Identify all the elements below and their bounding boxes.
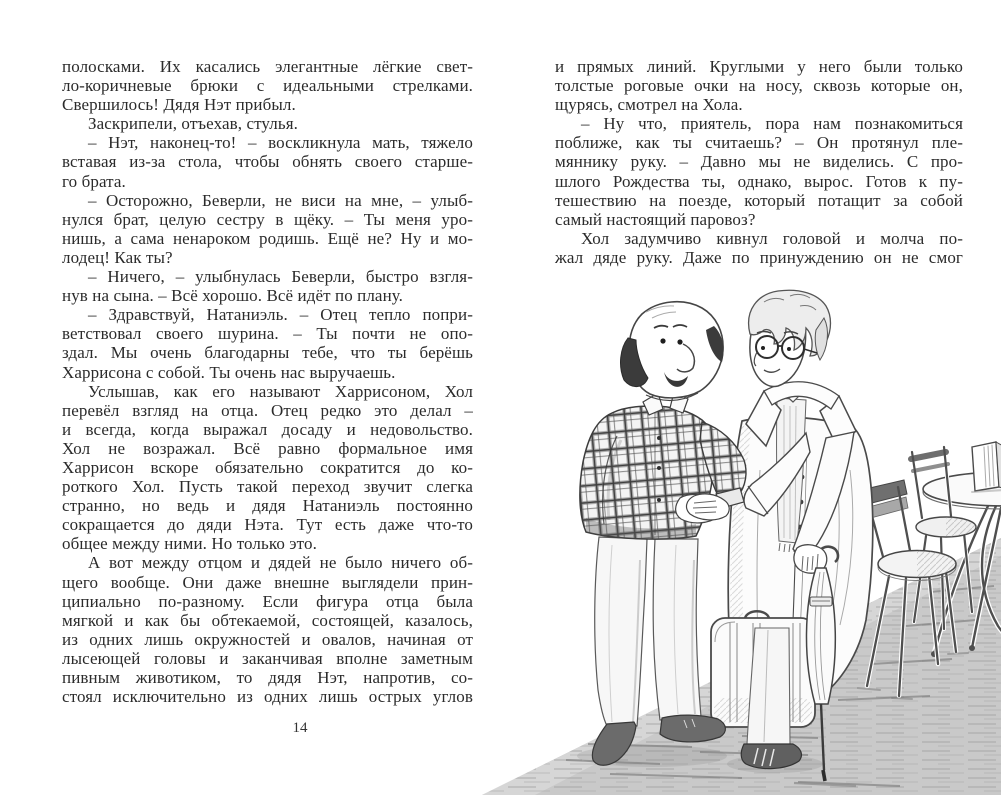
text-line: шлого Рождества ты, однако, вырос. Готов к пу-: [555, 171, 963, 191]
uncle-shoe: [741, 744, 801, 769]
umbrella-canopy: [806, 568, 835, 704]
text-line: нишь, а сама ненароком родишь. Ещё не? Ну и мо-: [62, 228, 473, 248]
text-line: стоял исключительно из одних лишь острых углов: [62, 687, 473, 707]
text-line: здал. Мы очень благодарны тебе, что ты берёшь: [62, 343, 473, 363]
page-number: 14: [292, 720, 308, 736]
text-line: ло-коричневые брюки с идеальными стрелками.: [62, 76, 473, 96]
text-line: и прямых линий. Круглыми у него были только: [555, 57, 963, 76]
text-line: А вот между отцом и дядей не было ничего об-: [88, 553, 473, 573]
text-line: толстые роговые очки на носу, сквозь которые он,: [555, 76, 963, 96]
text-line: лодец! Как ты?: [62, 247, 173, 267]
text-line: Хол не возражал. Всё равно формальное имя: [62, 438, 473, 458]
text-line: мягкой и как бы обтекаемой, состоящей, казалось,: [62, 610, 473, 630]
text-line: мяннику руку. – Давно мы не виделись. С про-: [555, 152, 963, 172]
text-line: Заскрипели, отъехав, стулья.: [88, 114, 298, 134]
text-line: – Нэт, наконец-то! – воскликнула мать, тяжело: [88, 133, 473, 153]
text-line: Услышав, как его называют Харрисоном, Хол: [88, 381, 473, 401]
text-line: тешествию на поезде, который потащит за собой: [555, 190, 963, 210]
text-line: Харрисона с собой. Ты очень нас выручаешь.: [62, 362, 396, 382]
text-line: ципиально по-разному. Если фигура отца была: [62, 591, 473, 611]
text-line: щурясь, смотрел на Хола.: [555, 95, 743, 115]
text-line: го брата.: [62, 171, 126, 191]
text-line: пивным животиком, то дядя Нэт, напротив, со-: [62, 668, 473, 687]
napkin-holder: [972, 442, 1001, 492]
text-line: странно, но ведь и дядя Натаниэль постоянно: [62, 496, 473, 516]
text-line: Свершилось! Дядя Нэт прибыл.: [62, 95, 296, 115]
text-line: поближе, как ты считаешь? – Он протянул пле-: [555, 133, 963, 153]
text-line: и всегда, когда выражал досаду и недовольство.: [62, 419, 473, 439]
text-line: общее между ними. Но только это.: [62, 534, 317, 554]
text-line: – Осторожно, Беверли, не виси на мне, – улыб-: [88, 190, 473, 210]
text-line: нув на сына. – Всё хорошо. Всё идёт по плану.: [62, 286, 404, 306]
text-line: самый настоящий паровоз?: [555, 209, 756, 229]
text-line: вставая из-за стола, чтобы обнять своего старше-: [62, 152, 473, 172]
text-line: полосками. Их касались элегантные лёгкие свет-: [62, 57, 473, 76]
text-line: щего вообще. Они даже внешне выглядели прин-: [62, 572, 473, 592]
father-shoe-right: [660, 715, 725, 742]
text-line: – Ничего, – улыбнулась Беверли, быстро взгля-: [88, 267, 473, 287]
text-line: нулся брат, целую сестру в щёку. – Ты меня уро-: [62, 209, 473, 229]
text-line: ветствовал своего шурина. – Ты почти не опо-: [62, 324, 473, 344]
text-line: – Здравствуй, Натаниэль. – Отец тепло попри-: [88, 305, 473, 325]
text-line: из одних лишь окружностей и овалов, начиная от: [62, 629, 473, 649]
text-line: лысеющей головы и заканчивая вполне заметным: [62, 648, 473, 668]
text-line: Хол задумчиво кивнул головой и молча по-: [581, 228, 963, 248]
text-line: сокращается до дяди Нэта. Тут есть даже что-то: [62, 515, 473, 535]
text-line: роткого Хол. Пусть такой переход звучит слегка: [62, 477, 473, 497]
text-line: перевёл взгляд на отца. Отец редко это делал –: [62, 400, 473, 420]
text-line: жал дяде руку. Даже по принуждению он не смог: [555, 247, 963, 267]
text-line: Харрисон вскоре обязательно сократится до ко-: [62, 457, 473, 477]
text-line: – Ну что, приятель, пора нам познакомиться: [581, 114, 963, 134]
